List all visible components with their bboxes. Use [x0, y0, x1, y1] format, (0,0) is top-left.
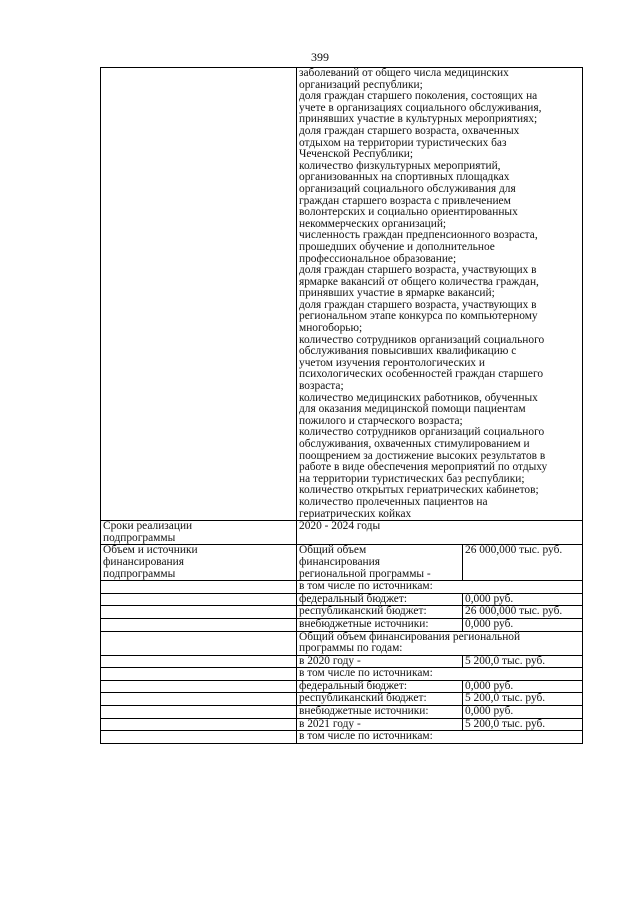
- source-label: республиканский бюджет:: [297, 606, 463, 619]
- source-2020-row: [101, 693, 583, 706]
- indicator-line: обслуживания, охваченных стимулированием и: [299, 438, 530, 450]
- source-row: [101, 618, 583, 631]
- indicator-line: количество сотрудников организаций социального: [299, 333, 545, 346]
- indicator-line: многоборью;: [299, 322, 363, 335]
- funding-total-label-line: региональной программы -: [299, 567, 431, 580]
- indicator-line: доля граждан старшего возраста, участвующих в: [299, 298, 537, 311]
- funding-total-label-line: финансирования: [299, 555, 380, 568]
- indicator-line: профессиональное образование;: [299, 252, 457, 265]
- funding-label-line: Объем и источники: [103, 544, 198, 557]
- year-2021-row: [101, 718, 583, 731]
- indicator-line: для оказания медицинской помощи пациентам: [299, 403, 526, 416]
- indicator-line: региональном этапе конкурса по компьютерному: [299, 310, 538, 323]
- indicator-line: возраста;: [299, 380, 344, 393]
- indicator-line: на территории туристических баз республики;: [299, 472, 525, 485]
- empty-cell: [101, 731, 297, 744]
- indicator-line: доля граждан старшего возраста, участвующих в: [299, 264, 537, 277]
- funding-total-label-cell: [297, 545, 463, 581]
- indicator-line: количество медицинских работников, обученных: [299, 391, 538, 404]
- empty-cell: [101, 593, 297, 606]
- indicator-line: учете в организациях социального обслуживания,: [299, 101, 542, 114]
- indicator-line: обслуживания повысивших квалификацию с: [299, 345, 517, 358]
- indicator-line: поощрением за достижение высоких результатов в: [299, 449, 546, 462]
- indicators-label-cell: [101, 68, 297, 521]
- year-2021-value: 5 200,0 тыс. руб.: [463, 718, 583, 731]
- empty-cell: [101, 631, 297, 655]
- by-years-line: Общий объем финансирования региональной: [299, 630, 521, 643]
- source-value: 26 000,000 тыс. руб.: [463, 606, 583, 619]
- terms-label-line: Сроки реализации: [103, 520, 193, 533]
- incl-sources-2020-cell: в том числе по источникам:: [297, 668, 583, 681]
- indicator-line: принявших участие в культурных мероприятиях;: [299, 113, 538, 126]
- terms-row: [101, 521, 583, 545]
- indicator-line: ярмарке вакансий от общего количества граждан,: [299, 275, 539, 288]
- funding-label-line: финансирования: [103, 555, 184, 568]
- incl-sources-2020-row: [101, 668, 583, 681]
- indicator-line: принявших участие в ярмарке вакансий;: [299, 287, 495, 300]
- incl-sources-row: [101, 581, 583, 594]
- page-number: 399: [311, 50, 329, 64]
- source-label: федеральный бюджет:: [297, 680, 463, 693]
- by-years-line: программы по годам:: [299, 642, 403, 655]
- funding-label-cell: [101, 545, 297, 581]
- funding-total-label-line: Общий объем: [299, 544, 367, 557]
- empty-cell: [101, 693, 297, 706]
- source-value: 0,000 руб.: [463, 706, 583, 719]
- indicator-line: численность граждан предпенсионного возраста,: [299, 229, 538, 242]
- indicator-line: количество пролеченных пациентов на: [299, 495, 488, 508]
- empty-cell: [101, 718, 297, 731]
- indicator-line: прошедших обучение и дополнительное: [299, 240, 495, 253]
- incl-sources-2021-row: [101, 731, 583, 744]
- source-value: 5 200,0 тыс. руб.: [463, 693, 583, 706]
- empty-cell: [101, 668, 297, 681]
- incl-sources-2021-cell: в том числе по источникам:: [297, 731, 583, 744]
- indicator-line: волонтерских и социально ориентированных: [299, 206, 518, 219]
- indicator-line: организаций социального обслуживания для: [299, 182, 516, 195]
- indicator-line: психологических особенностей граждан старшего: [299, 368, 544, 381]
- empty-cell: [101, 680, 297, 693]
- empty-cell: [101, 618, 297, 631]
- incl-sources-cell: в том числе по источникам:: [297, 581, 583, 594]
- indicator-line: количество открытых гериатрических кабинетов;: [299, 484, 539, 497]
- source-row: [101, 593, 583, 606]
- indicator-line: некоммерческих организаций;: [299, 217, 447, 230]
- indicator-line: работе в виде обеспечения мероприятий по отдыху: [299, 461, 548, 474]
- terms-label-line: подпрограммы: [103, 531, 176, 544]
- source-value: 0,000 руб.: [463, 593, 583, 606]
- year-2020-label: в 2020 году -: [297, 655, 463, 668]
- terms-value-cell: 2020 - 2024 годы: [297, 521, 583, 545]
- source-2020-row: [101, 680, 583, 693]
- year-2020-row: [101, 655, 583, 668]
- indicator-line: доля граждан старшего поколения, состоящих на: [299, 90, 538, 103]
- indicator-line: организаций республики;: [299, 78, 423, 91]
- indicator-line: граждан старшего возраста с привлечением: [299, 194, 511, 207]
- source-label: внебюджетные источники:: [297, 618, 463, 631]
- source-2020-row: [101, 706, 583, 719]
- funding-total-row: [101, 545, 583, 581]
- terms-label-cell: [101, 521, 297, 545]
- indicators-row: [101, 68, 583, 521]
- indicator-line: Чеченской Республики;: [299, 148, 414, 161]
- indicator-line: доля граждан старшего возраста, охваченных: [299, 124, 520, 137]
- funding-total-value: 26 000,000 тыс. руб.: [463, 545, 583, 581]
- by-years-row: [101, 631, 583, 655]
- indicator-line: учетом изучения геронтологических и: [299, 356, 485, 369]
- indicator-line: пожилого и старческого возраста;: [299, 414, 463, 427]
- indicator-line: количество сотрудников организаций социального: [299, 426, 545, 439]
- indicator-line: количество физкультурных мероприятий,: [299, 159, 501, 172]
- indicator-line: организованных на спортивных площадках: [299, 171, 510, 184]
- indicator-line: отдыхом на территории туристических баз: [299, 136, 507, 149]
- indicator-line: гериатрических койках: [299, 507, 412, 520]
- source-row: [101, 606, 583, 619]
- source-value: 0,000 руб.: [463, 618, 583, 631]
- source-label: внебюджетные источники:: [297, 706, 463, 719]
- source-label: республиканский бюджет:: [297, 693, 463, 706]
- empty-cell: [101, 581, 297, 594]
- by-years-cell: [297, 631, 583, 655]
- subprogram-passport-table: [100, 67, 583, 744]
- year-2020-value: 5 200,0 тыс. руб.: [463, 655, 583, 668]
- empty-cell: [101, 655, 297, 668]
- funding-label-line: подпрограммы: [103, 567, 176, 580]
- year-2021-label: в 2021 году -: [297, 718, 463, 731]
- indicators-cell: [297, 68, 583, 521]
- empty-cell: [101, 706, 297, 719]
- empty-cell: [101, 606, 297, 619]
- source-value: 0,000 руб.: [463, 680, 583, 693]
- indicator-line: заболеваний от общего числа медицинских: [299, 67, 509, 79]
- source-label: федеральный бюджет:: [297, 593, 463, 606]
